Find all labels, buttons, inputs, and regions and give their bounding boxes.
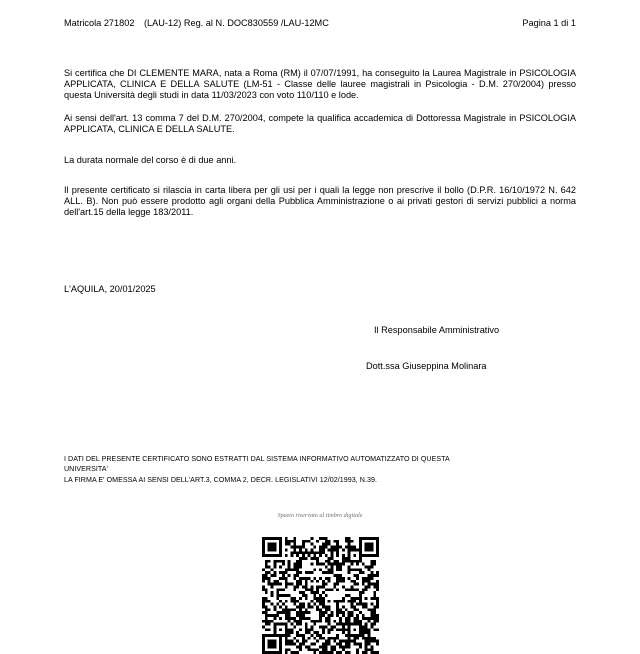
qualification-paragraph [64, 113, 576, 135]
certification-text: Si certifica che DI CLEMENTE MARA, nata a Roma (RM) il 07/07/1991, ha conseguito la Laurea Magistrale in PSICOLOGIA APPLICATA, CLINICA E DELLA SALUTE (LM-51 - Classe delle lauree magistrali in Psicologia - D.M. 270/2004) presso questa Università degli studi in data 11/03/2023 con voto 110/110 e lode. [64, 68, 576, 101]
stamp-duty-text: Il presente certificato si rilascia in carta libera per gli usi per i quali la legge non prescrive il bollo (D.P.R. 16/10/1972 N. 642 ALL. B). Non può essere prodotto agli organi della Pubblica Amministrazione o ai privati gestori di servizi pubblici a norma dell'art.15 della legge 183/2011. [64, 185, 576, 218]
place-and-date: L'AQUILA, 20/01/2025 [64, 284, 156, 294]
footer-notice-line-1: I DATI DEL PRESENTE CERTIFICATO SONO ESTRATTI DAL SISTEMA INFORMATIVO AUTOMATIZZATO DI QUESTA [64, 455, 450, 463]
duration-text: La durata normale del corso è di due anni. [64, 155, 237, 165]
digital-stamp-caption: Spazio riservato al timbro digitale [277, 512, 363, 519]
footer-notice-line-2: UNIVERSITA' [64, 465, 108, 474]
signatory-name: Dott.ssa Giuseppina Molinara [366, 361, 487, 371]
qualification-text: Ai sensi dell'art. 13 comma 7 del D.M. 270/2004, compete la qualifica accademica di Dottoressa Magistrale in PSICOLOGIA APPLICATA, CLINICA E DELLA SALUTE. [64, 113, 576, 135]
qr-code-icon [262, 537, 379, 654]
page-indicator: Pagina 1 di 1 [522, 18, 576, 28]
footer-notice-line-3: LA FIRMA E' OMESSA AI SENSI DELL'ART.3, COMMA 2, DECR. LEGISLATIVI 12/02/1993, N.39. [64, 475, 377, 484]
duration-paragraph [64, 155, 576, 166]
signatory-role: Il Responsabile Amministrativo [374, 325, 500, 335]
footer-notice [64, 454, 584, 485]
matricola-number: Matricola 271802 [64, 18, 135, 28]
document-header [64, 16, 576, 30]
registration-number: (LAU-12) Reg. al N. DOC830559 /LAU-12MC [144, 18, 329, 28]
stamp-duty-paragraph [64, 185, 576, 219]
certification-paragraph [64, 68, 576, 102]
